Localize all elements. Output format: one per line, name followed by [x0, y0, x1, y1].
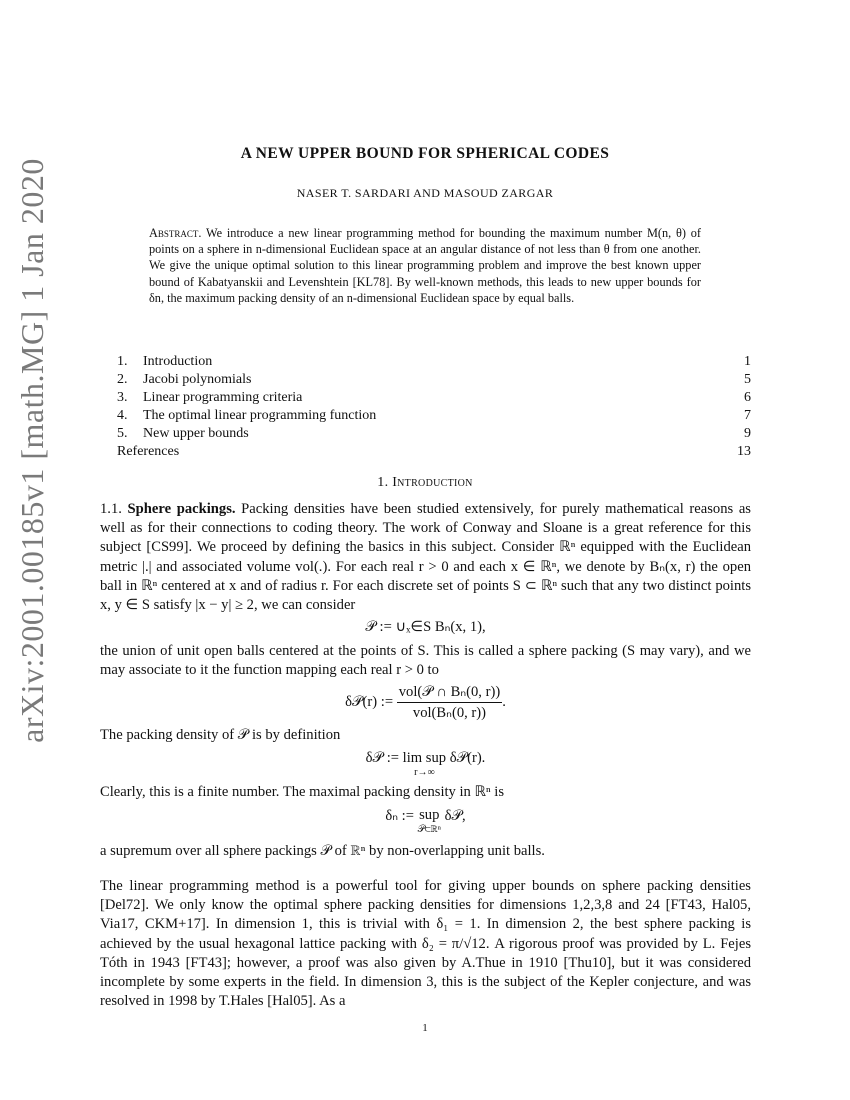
eq3-lhs: δ𝒫 :=: [365, 750, 399, 766]
eq2-tail: .: [502, 693, 506, 710]
paragraph-supremum: a supremum over all sphere packings 𝒫 of ℝⁿ by non-overlapping unit balls.: [100, 843, 545, 859]
eq2-numerator: vol(𝒫 ∩ Bₙ(0, r)): [397, 683, 502, 703]
toc-page: 6: [744, 390, 751, 405]
toc-entry[interactable]: [117, 443, 751, 461]
paragraph-union: the union of unit open balls centered at the points of S. This is called a sphere packing (S may vary), and we may associate to it the function mapping each real r > 0 to: [100, 643, 751, 679]
toc-page: 1: [744, 354, 751, 369]
table-of-contents: [117, 353, 751, 461]
equation-packing-union: 𝒫 := ∪ₓ∈S Bₙ(x, 1),: [365, 619, 486, 635]
equation-density-function: [100, 683, 751, 722]
toc-entry[interactable]: [117, 353, 751, 371]
toc-page: 13: [737, 444, 751, 459]
paragraph-sphere-packings: [100, 500, 751, 615]
toc-page: 7: [744, 408, 751, 423]
subsection-title: Sphere packings.: [127, 501, 236, 517]
page-number: 1: [422, 1022, 428, 1034]
toc-title: Jacobi polynomials: [143, 372, 252, 387]
toc-entry[interactable]: [117, 407, 751, 425]
eq4-rhs: δ𝒫,: [444, 808, 466, 824]
equation-limsup: [100, 750, 751, 778]
eq3-op: lim sup: [402, 750, 447, 766]
arxiv-identifier: [2, 157, 62, 743]
toc-title: New upper bounds: [143, 426, 249, 441]
toc-number: 5.: [117, 426, 128, 441]
toc-page: 5: [744, 372, 751, 387]
subsection-text: Packing densities have been studied extensively, for purely mathematical reasons as well as for their connections to coding theory. The work of Conway and Sloane is a great reference for this subject [CS99]. We proceed by defining the basics in this subject. Consider ℝⁿ equipped with the Euclidean metric |.| and associated volume vol(.). For each real r > 0 and each x ∈ ℝⁿ, we denote by Bₙ(x, r) the open ball in ℝⁿ centered at x and of radius r. For each discrete set of points S ⊂ ℝⁿ such that any two distinct points x, y ∈ S satisfy |x − y| ≥ 2, we can consider: [100, 501, 751, 614]
eq3-rhs: δ𝒫(r).: [449, 750, 486, 766]
toc-number: 3.: [117, 390, 128, 405]
toc-title: Introduction: [143, 354, 213, 369]
toc-number: 4.: [117, 408, 128, 423]
paper-authors: NASER T. SARDARI AND MASOUD ZARGAR: [296, 186, 554, 200]
eq4-operator: [418, 807, 441, 835]
toc-title: The optimal linear programming function: [143, 408, 377, 423]
toc-number: 2.: [117, 372, 128, 387]
toc-number: 1.: [117, 354, 128, 369]
eq4-subscript: 𝒫⊂ℝⁿ: [417, 824, 441, 835]
paragraph-linear-programming: The linear programming method is a powerful tool for giving upper bounds on sphere packing densities [Del72]. We only know the optimal sphere packing densities for dimensions 1,2,3,8 and 24 [FT43, Hal05, Via17, CKM+17]. In dimension 1, this is trivial with δ₁ = 1. In dimension 2, the best sphere packing is achieved by the usual hexagonal lattice packing with δ₂ = π/√12. A rigorous proof was provided by L. Fejes Tóth in 1943 [FT43]; however, a proof was also given by A.Thue in 1910 [Thu10], but it was considered incomplete by some experts in the field. In dimension 3, this is the subject of the Kepler conjecture, and was resolved in 1998 by T.Hales [Hal05]. As a: [100, 878, 751, 1010]
toc-entry[interactable]: [117, 389, 751, 407]
paragraph-packing-density: The packing density of 𝒫 is by definition: [100, 727, 341, 743]
toc-title: Linear programming criteria: [143, 390, 303, 405]
arxiv-identifier-text: arXiv:2001.00185v1 [math.MG] 1 Jan 2020: [13, 157, 50, 743]
eq2-lhs: δ𝒫(r) :=: [345, 693, 394, 710]
toc-title: References: [117, 444, 180, 459]
abstract-text: We introduce a new linear programming method for bounding the maximum number M(n, θ) of points on a sphere in n-dimensional Euclidean space at an angular distance of not less than θ from one another. We give the unique optimal solution to this linear programming problem and improve the best known upper bound of Kabatyanskii and Levenshtein [KL78]. By well-known methods, this leads to new upper bounds for δn, the maximum packing density of an n-dimensional Euclidean space by equal balls.: [149, 226, 701, 305]
equation-sup: [100, 807, 751, 835]
toc-entry[interactable]: [117, 425, 751, 443]
toc-page: 9: [744, 426, 751, 441]
eq3-subscript: r→∞: [414, 767, 435, 778]
eq2-denominator: vol(Bₙ(0, r)): [412, 705, 486, 721]
subsection-number: 1.1.: [100, 501, 122, 517]
abstract-label: Abstract.: [149, 226, 202, 240]
eq4-op: sup: [419, 807, 440, 823]
section-heading: 1. Introduction: [377, 475, 473, 490]
paper-title: A NEW UPPER BOUND FOR SPHERICAL CODES: [240, 145, 610, 162]
paragraph-clearly: Clearly, this is a finite number. The maximal packing density in ℝⁿ is: [100, 784, 505, 800]
eq3-operator: [403, 750, 446, 778]
eq4-lhs: δₙ :=: [385, 808, 414, 824]
eq2-fraction: [397, 683, 502, 722]
toc-entry[interactable]: [117, 371, 751, 389]
abstract: [149, 225, 701, 306]
